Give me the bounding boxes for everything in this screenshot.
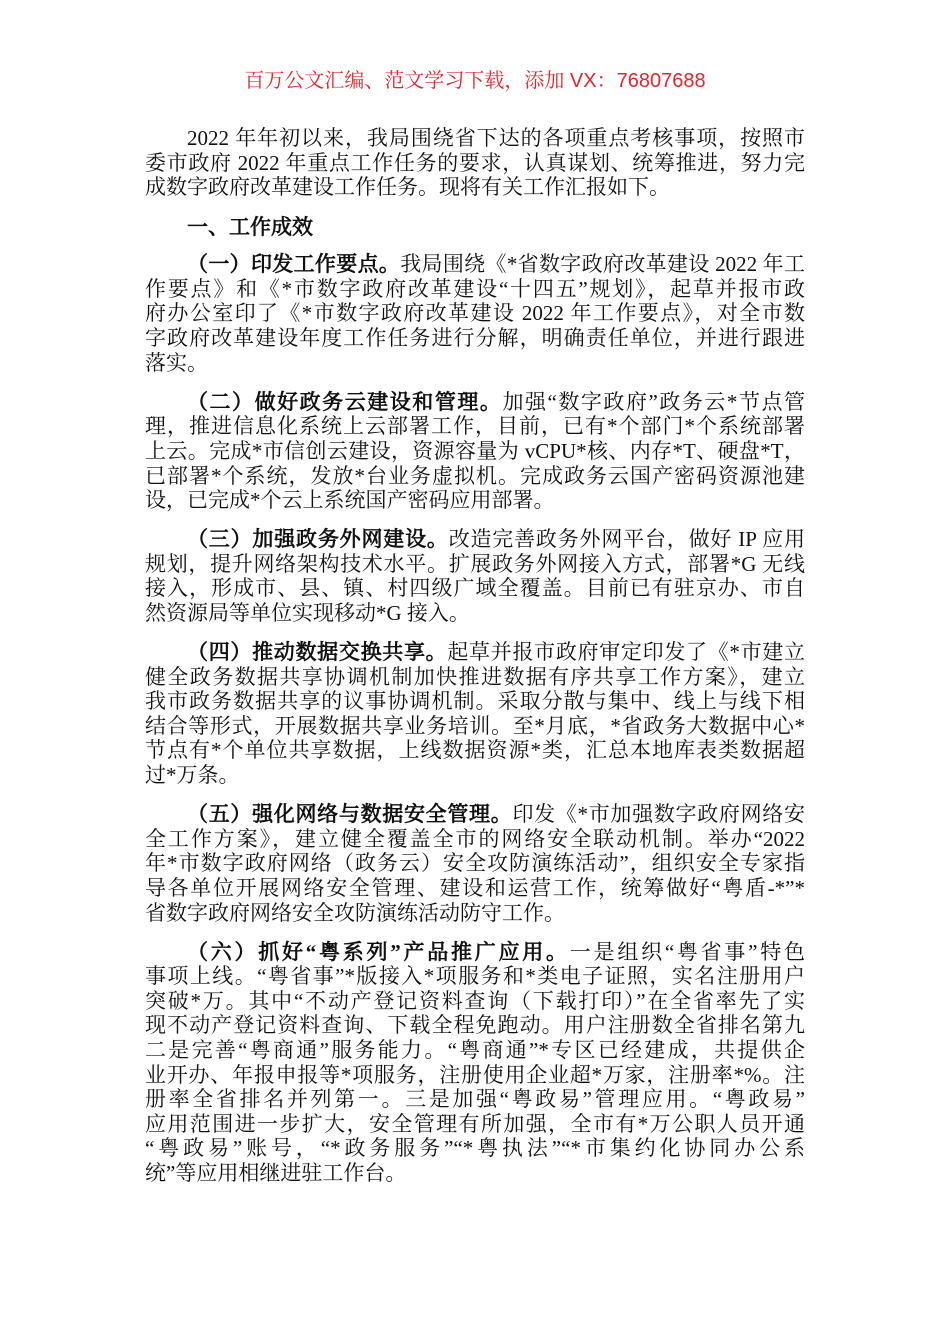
text-line: 健全政务数据共享协调机制加快推进数据有序共享工作方案》，建立 — [145, 664, 805, 689]
text-line: 年*市数字政府网络（政务云）安全攻防演练活动”，组织安全专家指 — [145, 851, 805, 876]
section-text: 一是组织“粤省事”特色 — [569, 939, 805, 964]
text-line: 成数字政府改革建设工作任务。现将有关工作汇报如下。 — [145, 175, 670, 200]
section-paragraph — [145, 640, 805, 788]
section-title: （二）做好政务云建设和管理。 — [187, 389, 503, 414]
section-paragraph — [145, 252, 805, 375]
text-line: 突破*万。其中“不动产登记资料查询（下载打印）”在全省率先了实 — [145, 988, 805, 1013]
section-title: （五）强化网络与数据安全管理。 — [187, 802, 513, 827]
text-line — [145, 802, 805, 827]
text-line: 应用范围进一步扩大，安全管理有所加强，全市有*万公职人员开通 — [145, 1111, 805, 1136]
text-line — [145, 252, 805, 277]
text-line: 接入，形成市、县、镇、村四级广域全覆盖。目前已有驻京办、市自 — [145, 576, 805, 601]
text-line: 府办公室印了《*市数字政府改革建设 2022 年工作要点》，对全市数 — [145, 301, 805, 326]
section-heading: 一、工作成效 — [187, 215, 313, 240]
section-text: 印发《*市加强数字政府网络安 — [512, 802, 806, 827]
section-paragraph — [145, 940, 805, 1186]
document-body — [145, 126, 805, 1200]
text-line — [145, 390, 805, 415]
text-line: 结合等形式，开展数据共享业务培训。至*月底，*省政务大数据中心* — [145, 713, 805, 738]
section-text: 加强“数字政府”政务云*节点管 — [502, 389, 806, 414]
section-title: （三）加强政务外网建设。 — [187, 527, 449, 552]
text-line: “粤政易”账号，“*政务服务”“*粤执法”“*市集约化协同办公系 — [145, 1136, 805, 1161]
text-line: 节点有*个单位共享数据，上线数据资源*类，汇总本地库表类数据超 — [145, 738, 805, 763]
text-line: 作要点》和《*市数字政府改革建设“十四五”规划》，起草并报市政 — [145, 276, 805, 301]
text-line: 现不动产登记资料查询、下载全程免跑动。用户注册数全省排名第九 — [145, 1013, 805, 1038]
intro-paragraph — [145, 126, 805, 200]
text-line: 过*万条。 — [145, 763, 240, 788]
text-line: 然资源局等单位实现移动*G 接入。 — [145, 601, 470, 625]
text-line: 设，已完成*个云上系统国产密码应用部署。 — [145, 488, 555, 513]
text-line: 省数字政府网络安全攻防演练活动防守工作。 — [145, 900, 565, 925]
text-line: 规划，提升网络架构技术水平。扩展政务外网接入方式，部署*G 无线 — [145, 551, 805, 576]
text-line: 事项上线。“粤省事”*版接入*项服务和*类电子证照，实名注册用户 — [145, 964, 805, 989]
section-title: （一）印发工作要点。 — [187, 252, 401, 277]
text-line: 统”等应用相继进驻工作台。 — [145, 1160, 407, 1185]
section-paragraph — [145, 802, 805, 925]
text-line: 我市政务数据共享的议事协调机制。采取分散与集中、线上与线下相 — [145, 689, 805, 714]
text-line: 册率全省排名并列第一。三是加强“粤政易”管理应用。“粤政易” — [145, 1087, 805, 1112]
text-line — [145, 940, 805, 965]
section-title: （四）推动数据交换共享。 — [187, 640, 448, 665]
text-line: 全工作方案》，建立健全覆盖全市的网络安全联动机制。举办“2022 — [145, 826, 805, 851]
text-line: 理，推进信息化系统上云部署工作，目前，已有*个部门*个系统部署 — [145, 414, 805, 439]
text-line: 上云。完成*市信创云建设，资源容量为 vCPU*核、内存*T、硬盘*T， — [145, 438, 805, 463]
text-line: 字政府改革建设年度工作任务进行分解，明确责任单位，并进行跟进 — [145, 326, 805, 351]
section-paragraph — [145, 390, 805, 513]
text-line: 业开办、年报申报等*项服务，注册使用企业超*万家，注册率*%。注 — [145, 1062, 805, 1087]
text-line: 委市政府 2022 年重点工作任务的要求，认真谋划、统筹推进，努力完 — [145, 150, 805, 175]
text-line: 已部署*个系统，发放*台业务虚拟机。完成政务云国产密码资源池建 — [145, 463, 805, 488]
text-line — [145, 640, 805, 665]
watermark-banner: 百万公文汇编、范文学习下载，添加 VX：76807688 — [244, 70, 706, 92]
text-line: 2022 年年初以来，我局围绕省下达的各项重点考核事项，按照市 — [187, 126, 805, 150]
section-text: 改造完善政务外网平台，做好 IP 应用 — [448, 527, 805, 552]
text-line: 二是完善“粤商通”服务能力。“粤商通”*专区已经建成，共提供企 — [145, 1038, 805, 1062]
section-title: （六）抓好“粤系列”产品推广应用。 — [187, 939, 570, 964]
section-paragraph — [145, 527, 805, 625]
text-line: 导各单位开展网络安全管理、建设和运营工作，统筹做好“粤盾-*”* — [145, 875, 805, 900]
section-text: 我局围绕《*省数字政府改革建设 2022 年工 — [400, 252, 806, 277]
text-line: 落实。 — [145, 350, 208, 375]
section-text: 起草并报市政府审定印发了《*市建立 — [447, 640, 806, 665]
text-line — [145, 527, 805, 552]
